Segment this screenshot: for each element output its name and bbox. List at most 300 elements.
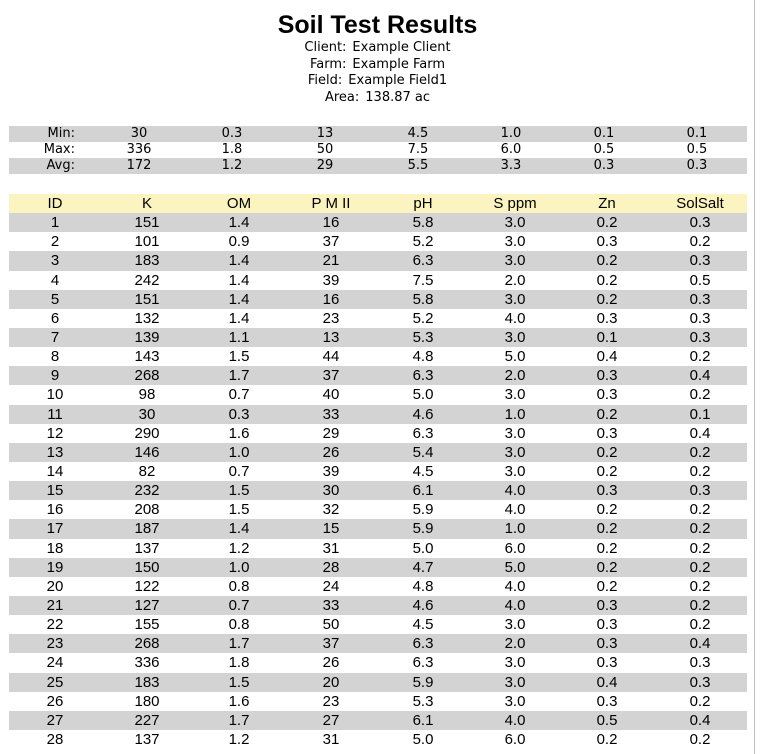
table-cell: 27 [9, 711, 101, 730]
stats-row [9, 142, 747, 158]
table-row [9, 615, 747, 634]
area-line [0, 90, 755, 107]
table-cell: 4.5 [377, 462, 469, 481]
table-cell: 3.0 [469, 213, 561, 232]
table-cell: 0.2 [653, 462, 747, 481]
table-cell: 28 [9, 730, 101, 749]
table-cell: 21 [285, 251, 377, 270]
table-cell: 0.4 [653, 366, 747, 385]
table-cell: 0.2 [561, 405, 653, 424]
table-cell: 26 [285, 653, 377, 672]
table-cell: 1.4 [193, 251, 285, 270]
table-cell: 28 [285, 558, 377, 577]
table-cell: 5.9 [377, 500, 469, 519]
table-cell: 4.0 [469, 309, 561, 328]
table-cell: 268 [101, 634, 193, 653]
table-row [9, 558, 747, 577]
table-row [9, 405, 747, 424]
table-cell: 0.2 [561, 539, 653, 558]
table-cell: 0.2 [561, 251, 653, 270]
table-cell: 4.6 [377, 405, 469, 424]
table-cell: 3.0 [469, 424, 561, 443]
table-cell: 139 [101, 328, 193, 347]
table-cell: 290 [101, 424, 193, 443]
table-row [9, 213, 747, 232]
table-cell: 1.8 [193, 653, 285, 672]
table-cell: 5.0 [377, 730, 469, 749]
table-cell: 13 [9, 443, 101, 462]
table-cell: 0.4 [561, 673, 653, 692]
table-cell: 187 [101, 519, 193, 538]
table-row [9, 443, 747, 462]
table-cell: 1.2 [193, 730, 285, 749]
table-cell: 0.7 [193, 385, 285, 404]
column-header: ID [9, 194, 101, 213]
stats-label: Min: [9, 126, 89, 142]
stats-cell: 7.5 [407, 142, 429, 157]
table-cell: 5.0 [469, 558, 561, 577]
stats-cell: 172 [89, 158, 189, 174]
table-cell: 37 [285, 634, 377, 653]
table-row [9, 232, 747, 251]
table-cell: 1.1 [193, 328, 285, 347]
table-cell: 5.0 [377, 385, 469, 404]
table-cell: 150 [101, 558, 193, 577]
table-row [9, 653, 747, 672]
table-row [9, 424, 747, 443]
table-cell: 3.0 [469, 232, 561, 251]
table-cell: 0.5 [561, 711, 653, 730]
stats-cell: 6.0 [500, 142, 522, 157]
field-value: Example Field1 [348, 73, 448, 88]
table-cell: 2.0 [469, 634, 561, 653]
table-cell: 0.9 [193, 232, 285, 251]
table-cell: 0.2 [561, 558, 653, 577]
table-cell: 33 [285, 405, 377, 424]
table-cell: 1.7 [193, 366, 285, 385]
table-cell: 0.2 [561, 730, 653, 749]
table-cell: 7.5 [377, 271, 469, 290]
stats-cell: 0.3 [561, 158, 647, 174]
table-cell: 16 [285, 290, 377, 309]
table-row [9, 309, 747, 328]
client-value: Example Client [352, 40, 451, 55]
table-cell: 1 [9, 213, 101, 232]
table-cell: 1.4 [193, 519, 285, 538]
table-cell: 1.4 [193, 213, 285, 232]
table-cell: 3.0 [469, 692, 561, 711]
table-row [9, 251, 747, 270]
table-cell: 1.4 [193, 271, 285, 290]
table-row [9, 290, 747, 309]
table-cell: 44 [285, 347, 377, 366]
stats-cell: 4.5 [375, 126, 461, 142]
stats-cell: 5.5 [375, 158, 461, 174]
table-cell: 0.2 [561, 213, 653, 232]
table-cell: 39 [285, 271, 377, 290]
table-cell: 0.2 [561, 290, 653, 309]
table-cell: 122 [101, 577, 193, 596]
table-cell: 5.4 [377, 443, 469, 462]
table-cell: 0.3 [653, 213, 747, 232]
table-cell: 0.2 [653, 500, 747, 519]
table-cell: 151 [101, 290, 193, 309]
table-cell: 5.8 [377, 290, 469, 309]
table-cell: 4.8 [377, 577, 469, 596]
table-cell: 6.3 [377, 634, 469, 653]
table-cell: 0.4 [561, 347, 653, 366]
table-cell: 31 [285, 730, 377, 749]
table-cell: 6.1 [377, 481, 469, 500]
table-row [9, 500, 747, 519]
table-cell: 3.0 [469, 653, 561, 672]
table-cell: 1.6 [193, 424, 285, 443]
table-cell: 6.0 [469, 730, 561, 749]
table-cell: 0.2 [561, 500, 653, 519]
table-cell: 0.2 [653, 730, 747, 749]
table-cell: 3.0 [469, 251, 561, 270]
stats-cell: 50 [316, 142, 334, 157]
table-cell: 208 [101, 500, 193, 519]
table-cell: 0.2 [653, 443, 747, 462]
table-cell: 27 [285, 711, 377, 730]
table-cell: 143 [101, 347, 193, 366]
table-cell: 0.8 [193, 577, 285, 596]
table-cell: 183 [101, 251, 193, 270]
column-header: P M II [285, 194, 377, 213]
column-header: OM [193, 194, 285, 213]
table-cell: 24 [9, 653, 101, 672]
column-header: S ppm [469, 194, 561, 213]
table-cell: 336 [101, 653, 193, 672]
table-cell: 5.2 [377, 309, 469, 328]
column-header: SolSalt [653, 194, 747, 213]
table-cell: 0.3 [653, 309, 747, 328]
table-cell: 0.3 [653, 290, 747, 309]
table-cell: 4.5 [377, 615, 469, 634]
table-cell: 1.7 [193, 711, 285, 730]
table-cell: 0.2 [653, 615, 747, 634]
table-cell: 183 [101, 673, 193, 692]
table-cell: 0.8 [193, 615, 285, 634]
table-cell: 18 [9, 539, 101, 558]
table-row [9, 347, 747, 366]
table-cell: 4.0 [469, 500, 561, 519]
stats-cell: 336 [126, 142, 152, 157]
table-cell: 6.3 [377, 653, 469, 672]
table-cell: 98 [101, 385, 193, 404]
table-cell: 30 [285, 481, 377, 500]
column-header: Zn [561, 194, 653, 213]
table-cell: 0.3 [561, 634, 653, 653]
table-cell: 6.3 [377, 366, 469, 385]
table-cell: 3.0 [469, 443, 561, 462]
farm-label: Farm: [310, 56, 347, 72]
table-row [9, 634, 747, 653]
table-cell: 5.2 [377, 232, 469, 251]
table-cell: 146 [101, 443, 193, 462]
table-cell: 137 [101, 730, 193, 749]
table-cell: 0.3 [561, 481, 653, 500]
table-cell: 25 [9, 673, 101, 692]
table-cell: 6.1 [377, 711, 469, 730]
table-cell: 50 [285, 615, 377, 634]
table-cell: 1.2 [193, 539, 285, 558]
table-cell: 5.3 [377, 328, 469, 347]
table-cell: 151 [101, 213, 193, 232]
table-row [9, 385, 747, 404]
table-cell: 4.0 [469, 577, 561, 596]
table-cell: 101 [101, 232, 193, 251]
table-cell: 15 [285, 519, 377, 538]
stats-cell: 30 [89, 126, 189, 142]
table-cell: 2 [9, 232, 101, 251]
table-cell: 0.4 [653, 424, 747, 443]
table-cell: 5.9 [377, 519, 469, 538]
area-value: 138.87 ac [365, 89, 431, 105]
table-cell: 26 [285, 443, 377, 462]
table-cell: 127 [101, 596, 193, 615]
table-cell: 0.3 [561, 385, 653, 404]
stats-cell: 29 [275, 158, 375, 174]
area-label: Area: [324, 89, 360, 105]
table-cell: 1.0 [469, 519, 561, 538]
table-cell: 82 [101, 462, 193, 481]
table-cell: 23 [9, 634, 101, 653]
stats-cell: 1.8 [221, 142, 243, 157]
table-cell: 4 [9, 271, 101, 290]
table-cell: 3.0 [469, 328, 561, 347]
table-cell: 0.1 [561, 328, 653, 347]
table-cell: 6.0 [469, 539, 561, 558]
table-cell: 4.0 [469, 596, 561, 615]
stats-cell: 0.3 [647, 158, 747, 174]
table-cell: 268 [101, 366, 193, 385]
table-cell: 0.2 [653, 539, 747, 558]
summary-stats-table [9, 126, 747, 174]
table-cell: 0.2 [653, 692, 747, 711]
stats-cell: 0.1 [647, 126, 747, 142]
table-cell: 1.7 [193, 634, 285, 653]
table-cell: 1.0 [469, 405, 561, 424]
table-cell: 0.2 [653, 232, 747, 251]
table-cell: 0.3 [561, 232, 653, 251]
report-header [0, 10, 755, 106]
table-cell: 0.4 [653, 711, 747, 730]
table-cell: 5.3 [377, 692, 469, 711]
table-cell: 0.2 [561, 519, 653, 538]
table-cell: 0.3 [193, 405, 285, 424]
table-cell: 3.0 [469, 385, 561, 404]
stats-cell: 0.1 [561, 126, 647, 142]
client-line [0, 40, 755, 57]
stats-cell: 0.3 [189, 126, 275, 142]
table-cell: 0.3 [561, 615, 653, 634]
table-cell: 0.2 [653, 347, 747, 366]
table-cell: 37 [285, 232, 377, 251]
table-cell: 0.3 [561, 692, 653, 711]
soil-results-table [9, 194, 747, 749]
table-cell: 0.2 [653, 385, 747, 404]
table-cell: 0.2 [561, 577, 653, 596]
table-cell: 31 [285, 539, 377, 558]
table-cell: 0.3 [653, 673, 747, 692]
table-cell: 5.0 [377, 539, 469, 558]
table-cell: 37 [285, 366, 377, 385]
table-row [9, 673, 747, 692]
table-header-row [9, 194, 747, 213]
table-cell: 4.6 [377, 596, 469, 615]
table-cell: 30 [101, 405, 193, 424]
table-cell: 7 [9, 328, 101, 347]
table-cell: 33 [285, 596, 377, 615]
table-cell: 0.2 [561, 271, 653, 290]
table-cell: 9 [9, 366, 101, 385]
table-cell: 3.0 [469, 290, 561, 309]
table-cell: 21 [9, 596, 101, 615]
table-cell: 0.1 [653, 405, 747, 424]
table-cell: 39 [285, 462, 377, 481]
column-header: K [101, 194, 193, 213]
table-row [9, 366, 747, 385]
table-cell: 24 [285, 577, 377, 596]
table-cell: 6.3 [377, 251, 469, 270]
table-cell: 180 [101, 692, 193, 711]
table-cell: 3 [9, 251, 101, 270]
table-cell: 0.3 [561, 366, 653, 385]
table-cell: 0.3 [561, 653, 653, 672]
table-cell: 14 [9, 462, 101, 481]
table-cell: 132 [101, 309, 193, 328]
stats-cell: 1.2 [189, 158, 275, 174]
table-cell: 5.0 [469, 347, 561, 366]
table-cell: 1.5 [193, 673, 285, 692]
table-cell: 5.9 [377, 673, 469, 692]
table-cell: 0.3 [653, 481, 747, 500]
table-cell: 20 [285, 673, 377, 692]
table-cell: 8 [9, 347, 101, 366]
table-row [9, 271, 747, 290]
table-cell: 4.8 [377, 347, 469, 366]
table-cell: 23 [285, 309, 377, 328]
stats-label: Avg: [9, 158, 89, 174]
farm-value: Example Farm [352, 56, 445, 72]
stats-label: Max: [43, 142, 75, 157]
table-cell: 1.6 [193, 692, 285, 711]
table-cell: 1.4 [193, 290, 285, 309]
report-title: Soil Test Results [277, 11, 478, 39]
table-cell: 16 [9, 500, 101, 519]
table-cell: 32 [285, 500, 377, 519]
table-cell: 19 [9, 558, 101, 577]
table-cell: 1.5 [193, 347, 285, 366]
stats-cell: 1.0 [461, 126, 561, 142]
stats-row [9, 158, 747, 174]
table-row [9, 692, 747, 711]
farm-line [0, 57, 755, 74]
table-cell: 16 [285, 213, 377, 232]
field-line [0, 73, 755, 90]
table-cell: 3.0 [469, 615, 561, 634]
table-cell: 227 [101, 711, 193, 730]
table-cell: 4.0 [469, 481, 561, 500]
table-cell: 5 [9, 290, 101, 309]
table-row [9, 596, 747, 615]
table-cell: 0.4 [653, 634, 747, 653]
table-cell: 26 [9, 692, 101, 711]
stats-cell: 3.3 [461, 158, 561, 174]
table-cell: 242 [101, 271, 193, 290]
table-cell: 0.2 [561, 462, 653, 481]
table-cell: 1.5 [193, 481, 285, 500]
table-cell: 1.4 [193, 309, 285, 328]
table-cell: 2.0 [469, 366, 561, 385]
table-cell: 0.5 [653, 271, 747, 290]
table-cell: 4.0 [469, 711, 561, 730]
table-row [9, 462, 747, 481]
table-cell: 0.7 [193, 462, 285, 481]
table-cell: 0.2 [653, 519, 747, 538]
table-cell: 232 [101, 481, 193, 500]
table-cell: 0.2 [561, 443, 653, 462]
table-cell: 137 [101, 539, 193, 558]
field-label: Field: [307, 73, 343, 88]
table-cell: 5.8 [377, 213, 469, 232]
table-cell: 0.3 [561, 309, 653, 328]
table-cell: 6 [9, 309, 101, 328]
table-cell: 0.3 [653, 251, 747, 270]
table-cell: 11 [9, 405, 101, 424]
table-cell: 29 [285, 424, 377, 443]
table-cell: 0.3 [561, 424, 653, 443]
stats-cell: 0.5 [686, 142, 708, 157]
table-cell: 0.3 [561, 596, 653, 615]
table-cell: 40 [285, 385, 377, 404]
table-cell: 12 [9, 424, 101, 443]
table-cell: 0.3 [653, 328, 747, 347]
table-cell: 17 [9, 519, 101, 538]
table-cell: 1.0 [193, 443, 285, 462]
stats-row [9, 126, 747, 142]
table-row [9, 519, 747, 538]
table-cell: 2.0 [469, 271, 561, 290]
table-cell: 1.5 [193, 500, 285, 519]
table-cell: 13 [285, 328, 377, 347]
table-cell: 0.3 [653, 653, 747, 672]
table-cell: 23 [285, 692, 377, 711]
table-cell: 6.3 [377, 424, 469, 443]
table-row [9, 481, 747, 500]
table-row [9, 577, 747, 596]
column-header: pH [377, 194, 469, 213]
table-cell: 20 [9, 577, 101, 596]
table-cell: 15 [9, 481, 101, 500]
table-cell: 0.2 [653, 596, 747, 615]
client-label: Client: [304, 40, 347, 55]
table-cell: 10 [9, 385, 101, 404]
table-cell: 0.7 [193, 596, 285, 615]
stats-cell: 0.5 [593, 142, 615, 157]
table-cell: 155 [101, 615, 193, 634]
table-cell: 0.2 [653, 577, 747, 596]
table-cell: 3.0 [469, 673, 561, 692]
table-row [9, 328, 747, 347]
table-cell: 4.7 [377, 558, 469, 577]
stats-cell: 13 [275, 126, 375, 142]
table-row [9, 711, 747, 730]
table-cell: 1.0 [193, 558, 285, 577]
table-cell: 22 [9, 615, 101, 634]
